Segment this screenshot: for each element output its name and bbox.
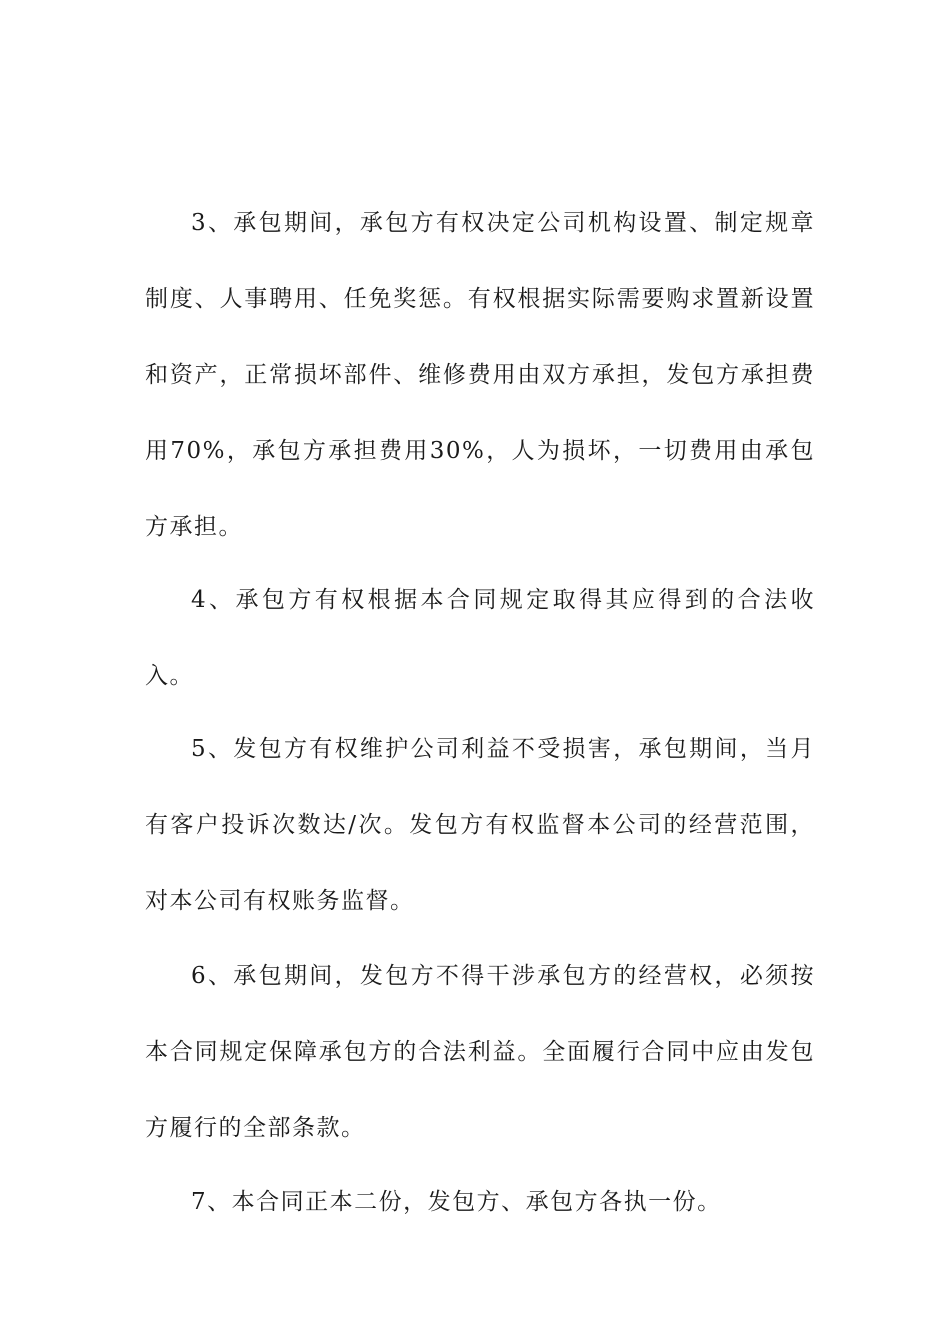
clause-4-paragraph: 4、承包方有权根据本合同规定取得其应得到的合法收入。 [145, 587, 815, 689]
clause-3-paragraph: 3、承包期间，承包方有权决定公司机构设置、制定规章制度、人事聘用、任免奖惩。有权根据实际需要购求置新设置和资产，正常损坏部件、维修费用由双方承担，发包方承担费用70%，承包方承担费用30%，人为损坏，一切费用由承包方承担。 [145, 210, 815, 540]
clause-5-paragraph: 5、发包方有权维护公司利益不受损害，承包期间，当月有客户投诉次数达/次。发包方有权监督本公司的经营范围，对本公司有权账务监督。 [145, 736, 815, 914]
clause-7-paragraph: 7、本合同正本二份，发包方、承包方各执一份。 [191, 1189, 722, 1215]
clause-6-paragraph: 6、承包期间，发包方不得干涉承包方的经营权，必须按本合同规定保障承包方的合法利益。全面履行合同中应由发包方履行的全部条款。 [145, 963, 815, 1141]
